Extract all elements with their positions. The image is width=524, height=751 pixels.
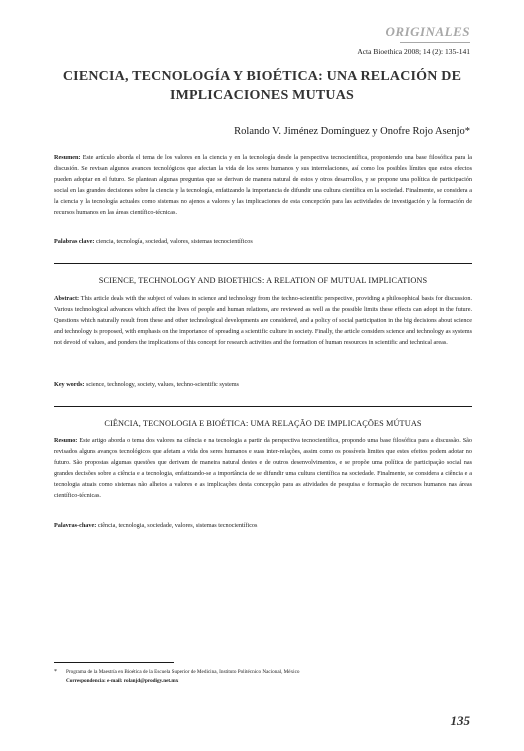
- portuguese-abstract-text: Este artigo aborda o tema dos valores na ciência e na tecnologia a partir da perspectiva tecnocientífica, propondo uma base filosófica para a discussão. São revisados alguns avanços tecnológicos que afetam a vida dos seres humanos e suas inter-relações, assim como os possíveis limites que estes efeitos podem adotar no futuro. São propostas algumas questões que derivam de maneira natural destes e de outros desenvolvimentos, e se propõe uma política de participação social nas grandes decisões sobre a ciência e a tecnologia, enfatizando-se a importância de se difundir uma cultura científica na sociedade. Finalmente, se considera a ciência e a tecnologia atuais como sistemas não alheios a valores e as implicações desta concepção para as atividades de pesquisa e formação de recursos humanos nas áreas científico-técnicas.: [54, 437, 472, 499]
- spanish-abstract-text: Este artículo aborda el tema de los valores en la ciencia y en la tecnología desde la perspectiva tecnocientífica, proponiendo una base filosófica para la discusión. Se revisan algunos avances tecnológicos que afectan la vida de los seres humanos y sus interrelaciones, así como los posibles límites que estos efectos pueden adoptar en el futuro. Se plantean algunas preguntas que se derivan de manera natural de estos y otros desarrollos, y se propone una política de participación social en las grandes decisiones sobre la ciencia y la tecnología, enfatizando la importancia de difundir una cultura científica en la sociedad. Finalmente, se considera a la ciencia y la tecnología actuales como sistemas no ajenos a valores y las implicaciones de esta concepción para las actividades de investigación y la formación de recursos humanos en las áreas científico-técnicas.: [54, 154, 473, 216]
- english-section-title: SCIENCE, TECHNOLOGY AND BIOETHICS: A RELATION OF MUTUAL IMPLICATIONS: [98, 276, 428, 285]
- spanish-keywords-label: Palabras clave:: [54, 238, 95, 245]
- spanish-keywords-text: ciencia, tecnología, sociedad, valores, sistemas tecnocientíficos: [95, 238, 253, 245]
- portuguese-section-rule: [54, 406, 472, 407]
- portuguese-section-title: CIÊNCIA, TECNOLOGIA E BIOÉTICA: UMA RELAÇÃO DE IMPLICAÇÕES MÚTUAS: [104, 419, 422, 428]
- journal-citation: Acta Bioethica 2008; 14 (2): 135-141: [357, 47, 470, 56]
- english-abstract-text: This article deals with the subject of values in science and technology from the techno-scientific perspective, providing a philosophical basis for discussion. Various technological advances which affect the lives of people and human relations, are reviewed as well as the possible limits these effects can adopt in the future. Questions which naturally result from these and other technological developments are considered, and a policy of social participation in the big decisions about science and technology is proposed, with emphasis on the importance of spreading a scientific culture in society. Finally, the article considers science and technology as systems not devoid of values, and ponders the implications of this concept for research activities and the formation of human resources in scientific and technical areas.: [54, 295, 472, 346]
- english-abstract: [54, 293, 472, 348]
- english-keywords: [54, 379, 472, 390]
- footnote-rule: [54, 662, 174, 663]
- portuguese-abstract: [54, 435, 472, 501]
- spanish-keywords: [54, 236, 472, 247]
- portuguese-keywords-text: ciência, tecnologia, sociedade, valores, sistemas tecnocientíficos: [97, 522, 258, 529]
- spanish-abstract: [54, 152, 472, 218]
- spanish-abstract-label: Resumen:: [54, 154, 81, 161]
- english-keywords-text: science, technology, society, values, techno-scientific systems: [85, 381, 239, 388]
- english-keywords-label: Key words:: [54, 381, 85, 388]
- article-title: CIENCIA, TECNOLOGÍA Y BIOÉTICA: UNA RELACIÓN DE IMPLICACIONES MUTUAS: [62, 69, 462, 103]
- english-abstract-label: Abstract:: [54, 295, 80, 302]
- footnote-mark: *: [54, 669, 57, 675]
- section-tag-rule: [400, 42, 470, 43]
- portuguese-keywords: [54, 520, 472, 531]
- english-section-rule: [54, 263, 472, 264]
- footnote-affiliation: Programa de la Maestría en Bioética de la Escuela Superior de Medicina, Instituto Politécnico Nacional, México: [66, 669, 300, 675]
- article-authors: Rolando V. Jiménez Domínguez y Onofre Rojo Asenjo*: [234, 126, 470, 137]
- footnote: [54, 668, 472, 686]
- footnote-correspondence: Correspondencia: e-mail: rolanjd@prodigy.net.mx: [66, 678, 179, 684]
- portuguese-abstract-label: Resumo:: [54, 437, 78, 444]
- section-tag: ORIGINALES: [385, 24, 470, 39]
- portuguese-keywords-label: Palavras-chave:: [54, 522, 97, 529]
- page-number: 135: [450, 713, 470, 728]
